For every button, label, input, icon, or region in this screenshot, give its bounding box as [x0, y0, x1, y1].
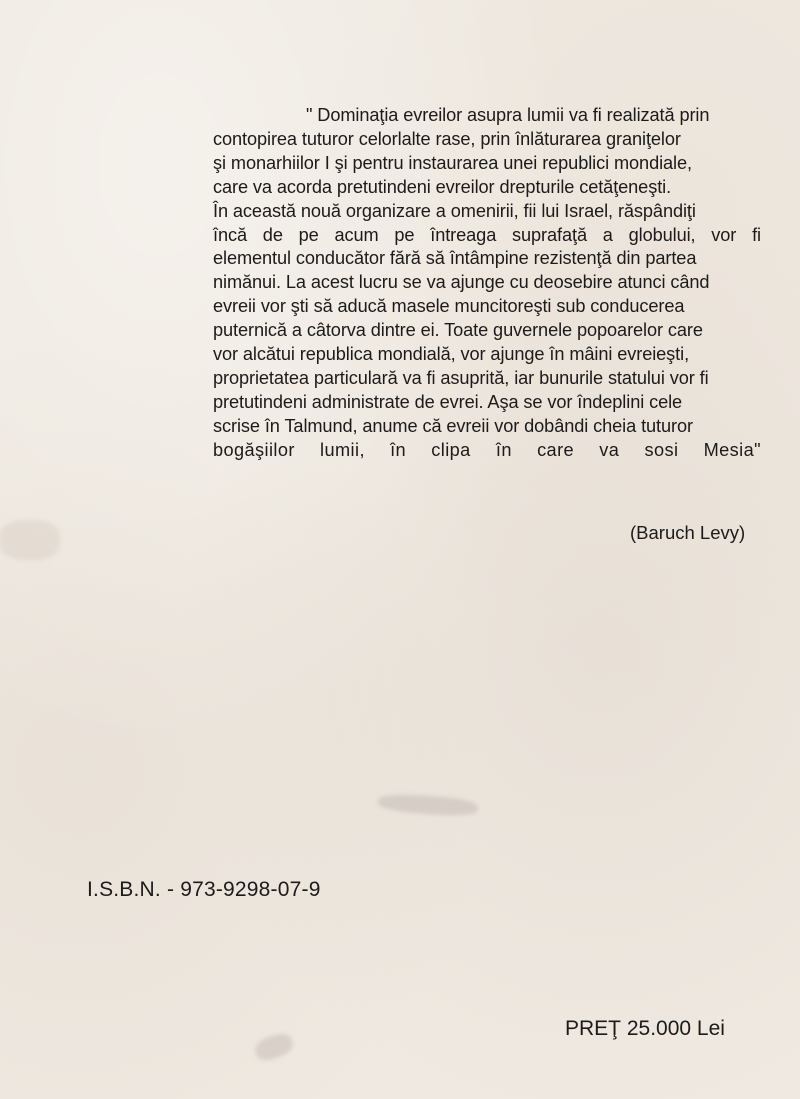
- quote-line: bogăşiilor lumii, în clipa în care va sosi Mesia": [213, 439, 761, 460]
- quote-line: nimănui. La acest lucru se va ajunge cu deosebire atunci când: [213, 272, 710, 293]
- paper-scuff-mark: [0, 520, 60, 560]
- quote-line: contopirea tuturor celorlalte rase, prin înlăturarea graniţelor: [213, 128, 681, 149]
- quote-line: În această nouă organizare a omenirii, fii lui Israel, răspândiţi: [213, 200, 696, 221]
- paper-scuff-mark: [377, 793, 478, 818]
- quote-line: " Dominaţia evreilor asupra lumii va fi realizată prin: [306, 105, 710, 125]
- quote-line: proprietatea particulară va fi asuprită, iar bunurile statului vor fi: [213, 367, 709, 388]
- isbn-number: I.S.B.N. - 973-9298-07-9: [87, 878, 321, 901]
- quote-block: [213, 104, 773, 463]
- paper-scuff-mark: [252, 1030, 295, 1064]
- quote-line: încă de pe acum pe întreaga suprafaţă a globului, vor fi: [213, 224, 761, 245]
- quote-line: puternică a câtorva dintre ei. Toate guvernele popoarelor care: [213, 320, 703, 341]
- quote-line: vor alcătui republica mondială, vor ajunge în mâini evreieşti,: [213, 344, 690, 365]
- quote-line: elementul conducător fără să întâmpine rezistenţă din partea: [213, 248, 697, 269]
- quote-attribution: (Baruch Levy): [630, 522, 746, 543]
- quote-line: care va acorda pretutindeni evreilor drepturile cetăţeneşti.: [213, 176, 672, 197]
- quote-line: scrise în Talmund, anume că evreii vor dobândi cheia tuturor: [213, 415, 693, 436]
- quote-line: evreii vor şti să aducă masele muncitoreşti sub conducerea: [213, 296, 685, 317]
- price-label: PREŢ 25.000 Lei: [565, 1017, 725, 1040]
- quote-line: pretutindeni administrate de evrei. Aşa se vor îndeplini cele: [213, 391, 683, 412]
- quote-line: şi monarhiilor I şi pentru instaurarea unei republici mondiale,: [213, 152, 692, 173]
